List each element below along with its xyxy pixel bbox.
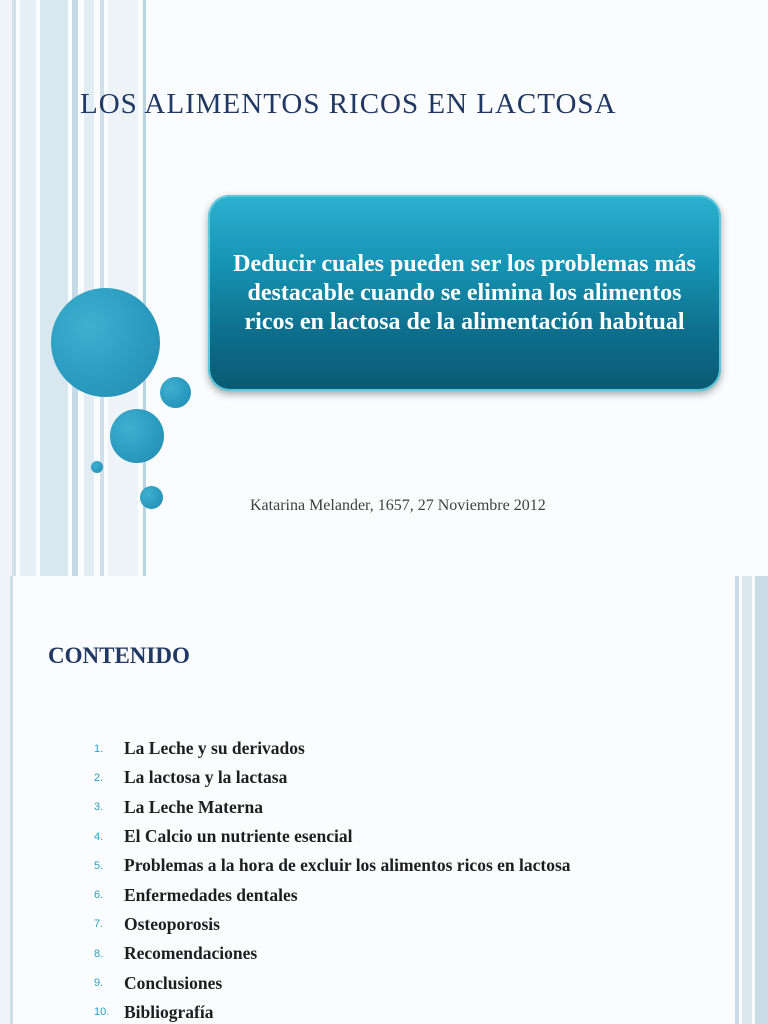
decorative-circle [51,288,160,397]
decorative-stripe [72,0,78,576]
list-item [60,763,750,792]
list-item [60,793,750,822]
item-number: 1. [94,742,104,755]
list-item [60,939,750,968]
decorative-stripe [755,576,768,1024]
item-label: Conclusiones [124,972,223,993]
list-item [60,822,750,851]
item-label: El Calcio un nutriente esencial [124,826,353,847]
author-line: Katarina Melander, 1657, 27 Noviembre 2012 [250,497,546,514]
decorative-stripe [0,0,12,576]
decorative-stripe [10,576,13,1024]
item-number: 7. [94,918,104,931]
item-number: 9. [94,977,104,990]
item-label: La Leche y su derivados [124,738,305,759]
contents-heading: CONTENIDO [48,643,190,668]
item-number: 6. [94,889,104,902]
item-label: Recomendaciones [124,943,258,964]
item-label: Problemas a la hora de excluir los alimentos ricos en lactosa [124,855,571,876]
item-number: 4. [94,830,104,843]
decorative-circle [160,377,191,408]
decorative-circle [110,409,164,463]
item-number: 5. [94,859,104,872]
list-item [60,734,750,763]
list-item [60,910,750,939]
item-label: La Leche Materna [124,796,263,817]
item-number: 2. [94,771,104,784]
objective-text: Deducir cuales pueden ser los problemas más destacable cuando se elimina los alimentos ricos en lactosa de la alimentación habitual [233,250,696,335]
item-label: La lactosa y la lactasa [124,767,288,788]
decorative-stripe [20,0,36,576]
list-item [60,968,750,997]
decorative-stripe [0,576,10,1024]
slide-title: LOS ALIMENTOS RICOS EN LACTOSA [80,88,617,120]
item-number: 8. [94,947,104,960]
item-label: Osteoporosis [124,913,220,934]
contents-slide [0,576,768,1024]
contents-list [60,734,750,1024]
decorative-circle [91,461,103,473]
decorative-stripe [84,0,94,576]
objective-callout [208,195,721,391]
list-item [60,998,750,1024]
list-item [60,851,750,880]
item-label: Bibliografía [124,1001,214,1022]
decorative-stripe [12,0,16,576]
item-number: 10. [94,1006,110,1019]
decorative-stripe [40,0,68,576]
item-number: 3. [94,801,104,814]
list-item [60,880,750,909]
item-label: Enfermedades dentales [124,884,298,905]
decorative-circle [140,486,163,509]
